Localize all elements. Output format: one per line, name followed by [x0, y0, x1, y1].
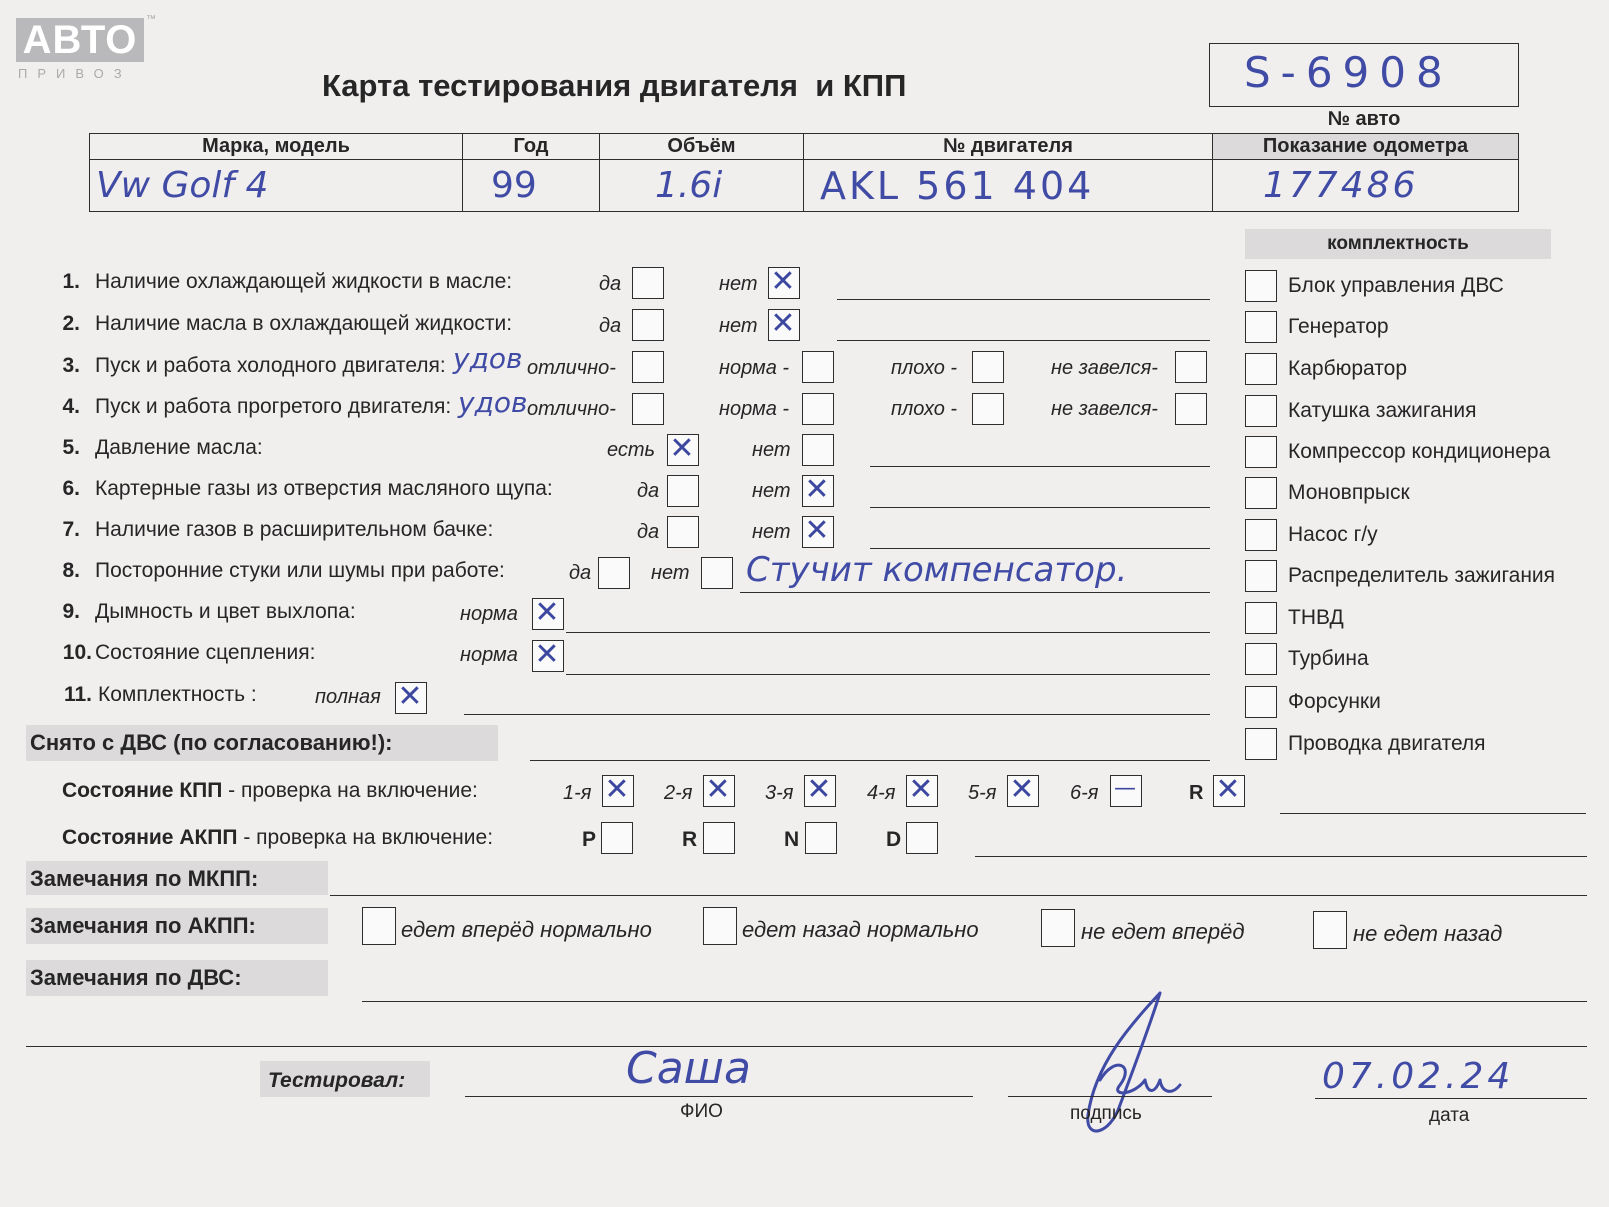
completeness-item: Форсунки [1288, 690, 1381, 713]
item-text: Наличие масла в охлаждающей жидкости: [95, 312, 513, 335]
notes-line [870, 466, 1210, 467]
handwritten-note: удов [453, 342, 523, 375]
completeness-checkbox[interactable] [1245, 686, 1277, 718]
item-number: 2. [62, 312, 80, 335]
x-mark: ✕ [804, 472, 830, 507]
akpp-remark-checkbox[interactable] [1313, 911, 1347, 949]
akpp-remark-label: едет вперёд нормально [401, 917, 652, 942]
completeness-checkbox[interactable] [1245, 602, 1277, 634]
notes-line [837, 340, 1210, 341]
signature-label: подпись [1070, 1103, 1142, 1124]
akpp-label-rest: - проверка на включение: [237, 826, 494, 849]
gear-label: 3-я [765, 782, 794, 804]
akpp-remark-checkbox[interactable] [362, 907, 396, 945]
make-value: Vw Golf 4 [90, 160, 463, 212]
kpp-label-bold: Состояние КПП [62, 779, 223, 802]
item-text: Наличие газов в расширительном бачке: [95, 518, 494, 541]
notes-line [740, 592, 1210, 593]
completeness-checkbox[interactable] [1245, 560, 1277, 592]
completeness-item: Катушка зажигания [1288, 399, 1477, 422]
gear-checkbox[interactable] [1213, 772, 1245, 807]
checkbox-normal[interactable] [802, 393, 834, 425]
x-mark: ✕ [534, 595, 560, 630]
item-text: Давление масла: [95, 436, 263, 459]
notes-line [870, 548, 1210, 549]
auto-number-value: S-6908 [1244, 48, 1453, 97]
completeness-checkbox[interactable] [1245, 477, 1277, 509]
completeness-item: Блок управления ДВС [1288, 274, 1504, 297]
completeness-checkbox[interactable] [1245, 270, 1277, 302]
checkbox-no[interactable] [701, 557, 733, 589]
year-header: Год [463, 134, 600, 160]
notes-line [566, 632, 1210, 633]
completeness-checkbox[interactable] [1245, 519, 1277, 551]
vehicle-info-table [89, 133, 1519, 212]
x-mark: ✕ [1009, 772, 1035, 807]
akpp-mode-label: P [582, 828, 597, 851]
option-label: отлично- [527, 398, 616, 420]
completeness-item: Карбюратор [1288, 357, 1408, 380]
option-label: норма [460, 603, 518, 625]
logo [16, 14, 156, 84]
completeness-item: Компрессор кондиционера [1288, 440, 1551, 463]
dash-mark: — [1114, 776, 1136, 801]
akpp-label-bold: Состояние АКПП [62, 826, 238, 849]
notes-line [530, 760, 1210, 761]
notes-line [464, 714, 1210, 715]
tested-label: Тестировал: [268, 1069, 406, 1092]
akpp-mode-label: R [682, 828, 698, 851]
item-number: 11. [63, 683, 92, 706]
completeness-checkbox[interactable] [1245, 311, 1277, 343]
notes-line [26, 1046, 1587, 1047]
checkbox-yes[interactable] [667, 475, 699, 507]
engine-header: № двигателя [804, 134, 1213, 160]
option-label: нет [752, 480, 791, 502]
item-text: Пуск и работа прогретого двигателя: [95, 395, 452, 418]
kpp-label [62, 779, 478, 803]
checkbox-normal[interactable] [802, 351, 834, 383]
volume-value: 1.6i [600, 160, 804, 212]
option-label: норма - [719, 398, 790, 420]
x-mark: ✕ [669, 431, 695, 466]
gear-label: 6-я [1070, 782, 1099, 804]
option-label: есть [607, 439, 656, 461]
year-value: 99 [463, 160, 600, 212]
item-number: 10. [62, 641, 92, 664]
option-label: да [637, 521, 660, 543]
item-number: 4. [62, 395, 80, 418]
item-number: 3. [62, 354, 80, 377]
x-mark: ✕ [770, 306, 796, 341]
option-label: да [569, 562, 592, 584]
checkbox-yes[interactable] [598, 557, 630, 589]
completeness-item: ТНВД [1288, 606, 1344, 629]
remarks-akpp-label: Замечания по АКПП: [30, 913, 256, 938]
item-number: 9. [62, 600, 80, 623]
option-label: нет [651, 562, 690, 584]
option-label: нет [752, 439, 791, 461]
akpp-remark-label: едет назад нормально [742, 917, 979, 942]
completeness-checkbox[interactable] [1245, 643, 1277, 675]
akpp-remark-label: не едет вперёд [1081, 919, 1245, 944]
page-title: Карта тестирования двигателя и КПП [322, 68, 907, 103]
x-mark: ✕ [1215, 772, 1241, 807]
option-label: норма [460, 644, 518, 666]
completeness-item: Распределитель зажигания [1288, 564, 1556, 587]
notes-line [837, 299, 1210, 300]
completeness-item: Проводка двигателя [1288, 732, 1486, 755]
akpp-remark-label: не едет назад [1353, 921, 1503, 946]
item-number: 8. [62, 559, 80, 582]
option-label: да [599, 273, 622, 295]
removed-label: Снято с ДВС (по согласованию!): [30, 730, 393, 755]
checkbox-no[interactable] [768, 306, 800, 341]
akpp-remark-checkbox[interactable] [703, 907, 737, 945]
notes-line [362, 1001, 1587, 1002]
remarks-dvs-label: Замечания по ДВС: [30, 965, 242, 990]
handwritten-note: удов [458, 386, 528, 419]
option-label: не завелся- [1051, 357, 1158, 379]
item-text: Состояние сцепления: [95, 641, 316, 664]
akpp-mode-label: N [784, 828, 800, 851]
fio-label: ФИО [680, 1101, 723, 1122]
logo-sub: ПРИВОЗ [18, 66, 132, 81]
akpp-label [62, 826, 493, 850]
checkbox-no[interactable] [768, 264, 800, 299]
notes-line [975, 856, 1587, 857]
notes-line [330, 895, 1587, 896]
checkbox-normal[interactable] [532, 637, 564, 672]
notes-line [1280, 813, 1586, 814]
logo-main: АВТО [16, 18, 144, 62]
checkbox-no-start[interactable] [1175, 351, 1207, 383]
gear-checkbox[interactable] [1110, 775, 1142, 807]
option-label: плохо - [891, 398, 958, 420]
gear-label: 4-я [867, 782, 896, 804]
x-mark: ✕ [908, 772, 934, 807]
item-number: 1. [62, 270, 80, 293]
volume-header: Объём [600, 134, 804, 160]
item-number: 5. [62, 436, 80, 459]
akpp-remark-checkbox[interactable] [1041, 909, 1075, 947]
checkbox-bad[interactable] [972, 393, 1004, 425]
akpp-mode-label: D [886, 828, 902, 851]
auto-number-box [1209, 43, 1519, 107]
odometer-value: 177486 [1213, 160, 1519, 212]
gear-label: 2-я [664, 782, 693, 804]
x-mark: ✕ [806, 772, 832, 807]
checkbox-normal[interactable] [532, 595, 564, 630]
x-mark: ✕ [534, 637, 560, 672]
checkbox-no[interactable] [802, 472, 834, 507]
completeness-title: комплектность [1327, 233, 1469, 254]
checkbox-present[interactable] [667, 431, 699, 466]
completeness-item: Генератор [1288, 315, 1389, 338]
akpp-mode-checkbox[interactable] [906, 822, 938, 854]
item-text: Картерные газы из отверстия масляного щупа: [95, 477, 553, 500]
checkbox-absent[interactable] [802, 434, 834, 466]
option-label: да [599, 315, 622, 337]
logo-tm: ™ [146, 14, 156, 25]
checkbox-excellent[interactable] [632, 393, 664, 425]
x-mark: ✕ [604, 772, 630, 807]
option-label: отлично- [527, 357, 616, 379]
item-text: Пуск и работа холодного двигателя: [95, 354, 446, 377]
x-mark: ✕ [804, 513, 830, 548]
checkbox-full[interactable] [395, 679, 427, 714]
notes-line [566, 674, 1210, 675]
x-mark: ✕ [705, 772, 731, 807]
odometer-header: Показание одометра [1213, 134, 1519, 160]
gear-label: R [1189, 782, 1204, 804]
date-line [1315, 1098, 1587, 1099]
kpp-label-rest: - проверка на включение: [222, 779, 478, 802]
checkbox-bad[interactable] [972, 351, 1004, 383]
date-value: 07.02.24 [1322, 1056, 1515, 1097]
item-text: Дымность и цвет выхлопа: [95, 600, 356, 623]
option-label: норма - [719, 357, 790, 379]
gear-checkbox[interactable] [1007, 772, 1039, 807]
completeness-item: Насос г/у [1288, 523, 1378, 546]
tester-name: Саша [626, 1043, 751, 1094]
item-text: Наличие охлаждающей жидкости в масле: [95, 270, 513, 293]
akpp-mode-checkbox[interactable] [703, 822, 735, 854]
gear-checkbox[interactable] [804, 772, 836, 807]
item-number: 7. [62, 518, 80, 541]
gear-label: 5-я [968, 782, 997, 804]
akpp-mode-checkbox[interactable] [601, 822, 633, 854]
item-text: Посторонние стуки или шумы при работе: [95, 559, 505, 582]
handwritten-note: Стучит компенсатор. [746, 550, 1128, 590]
completeness-checkbox[interactable] [1245, 353, 1277, 385]
make-header: Марка, модель [90, 134, 463, 160]
gear-checkbox[interactable] [906, 772, 938, 807]
checkbox-yes[interactable] [632, 267, 664, 299]
gear-label: 1-я [563, 782, 592, 804]
completeness-item: Турбина [1288, 647, 1369, 670]
notes-line [870, 507, 1210, 508]
completeness-checkbox[interactable] [1245, 436, 1277, 468]
completeness-checkbox[interactable] [1245, 395, 1277, 427]
option-label: нет [719, 315, 758, 337]
akpp-mode-checkbox[interactable] [805, 822, 837, 854]
auto-number-label: № авто [1327, 108, 1401, 130]
x-mark: ✕ [770, 264, 796, 299]
checkbox-yes[interactable] [632, 309, 664, 341]
engine-value: AKL 561 404 [804, 160, 1213, 212]
date-label: дата [1429, 1105, 1470, 1126]
checkbox-no[interactable] [802, 513, 834, 548]
x-mark: ✕ [397, 679, 423, 714]
remarks-mkpp-label: Замечания по МКПП: [30, 866, 259, 891]
gear-checkbox[interactable] [602, 772, 634, 807]
checkbox-excellent[interactable] [632, 351, 664, 383]
checkbox-yes[interactable] [667, 516, 699, 548]
item-text: Комплектность : [98, 683, 257, 706]
option-label: не завелся- [1051, 398, 1158, 420]
completeness-item: Моновпрыск [1288, 481, 1410, 504]
checkbox-no-start[interactable] [1175, 393, 1207, 425]
signature-line [1008, 1096, 1212, 1097]
option-label: нет [719, 273, 758, 295]
option-label: нет [752, 521, 791, 543]
fio-line [465, 1096, 973, 1097]
gear-checkbox[interactable] [703, 772, 735, 807]
item-number: 6. [62, 477, 80, 500]
option-label: плохо - [891, 357, 958, 379]
option-label: полная [315, 686, 381, 708]
completeness-checkbox[interactable] [1245, 728, 1277, 760]
option-label: да [637, 480, 660, 502]
